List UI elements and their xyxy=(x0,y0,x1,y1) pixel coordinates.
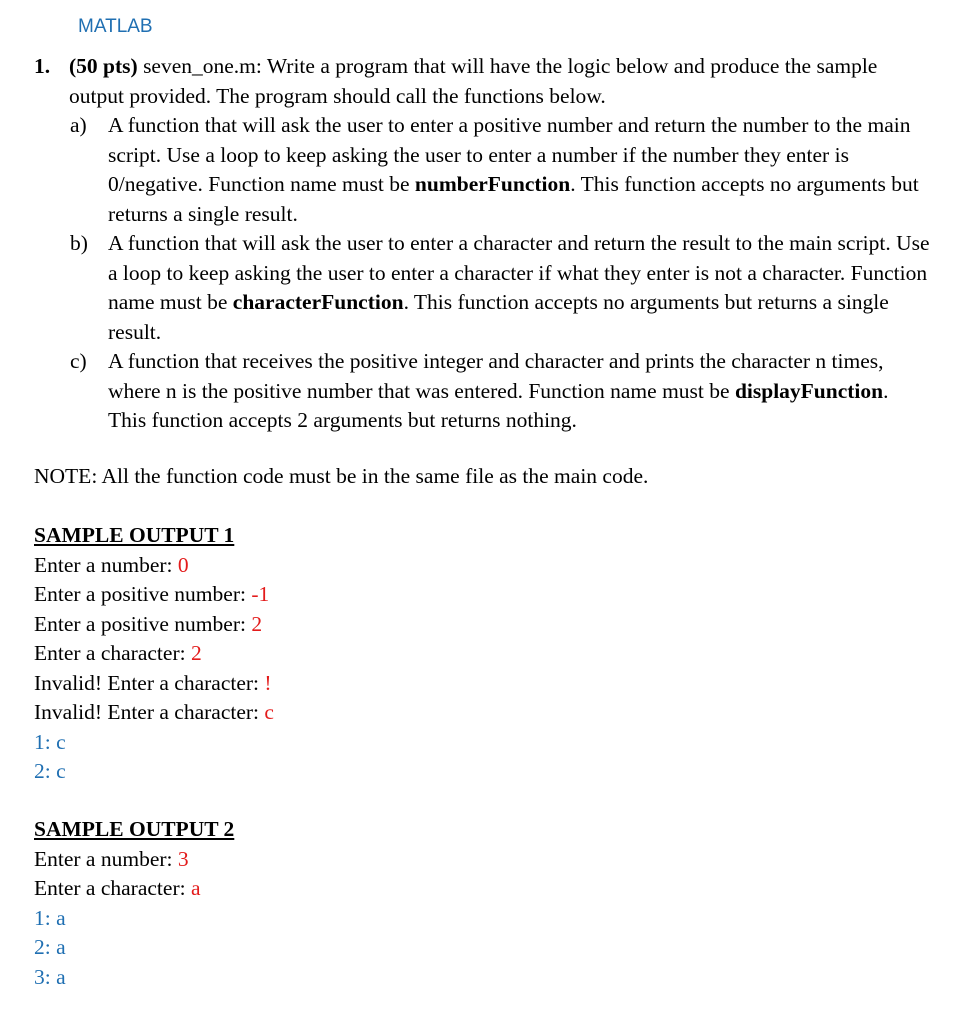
sample-line: Invalid! Enter a character: ! xyxy=(34,670,272,695)
sample-line: Enter a number: 0 xyxy=(34,552,189,577)
question-1 xyxy=(34,52,934,111)
sample-line: Enter a positive number: -1 xyxy=(34,582,270,606)
requirement-text: A function that receives the positive integer and character and prints the character n times, where n is the positive number that was entered. Function name must be xyxy=(108,349,884,403)
requirement-b xyxy=(70,229,930,347)
requirement-label: a) xyxy=(70,113,87,137)
sample-output-line: 2: c xyxy=(34,759,66,783)
requirement-label: b) xyxy=(70,231,88,255)
requirement-text: A function that will ask the user to enter a character and return the result to the main script. Use a loop to keep asking the user to enter a character if what they enter is not a character. Function name must be xyxy=(108,231,930,314)
requirement-text-end: . This function accepts no arguments but returns a single result. xyxy=(108,290,889,344)
note-text: NOTE: All the function code must be in the same file as the main code. xyxy=(34,464,649,488)
sample-line: Invalid! Enter a character: c xyxy=(34,700,274,724)
sample-line: Enter a character: 2 xyxy=(34,641,202,665)
sample-title: SAMPLE OUTPUT 2 xyxy=(34,817,235,841)
sample-line: Enter a number: 3 xyxy=(34,846,189,871)
requirement-c xyxy=(70,347,930,436)
sample-output-line: 1: a xyxy=(34,905,66,930)
question-body xyxy=(69,52,934,111)
question-intro: seven_one.m: Write a program that will have the logic below and produce the sample output provided. The program should call the functions below. xyxy=(69,54,878,108)
sample-output-line: 3: a xyxy=(34,964,66,989)
requirement-text-end: . This function accepts 2 arguments but returns nothing. xyxy=(108,378,889,432)
sample-line: Enter a character: a xyxy=(34,876,201,900)
sample-title: SAMPLE OUTPUT 1 xyxy=(34,523,235,547)
requirement-text-end: . This function accepts no arguments but returns a single result. xyxy=(108,172,919,226)
function-name: characterFunction xyxy=(232,290,404,314)
question-points: (50 pts) xyxy=(69,54,138,78)
function-name: numberFunction xyxy=(414,172,571,196)
sample-output-line: 1: c xyxy=(34,729,66,754)
topic-label: MATLAB xyxy=(78,16,153,37)
requirement-text: A function that will ask the user to enter a positive number and return the number to the main script. Use a loop to keep asking the user to enter a number if the number they enter is 0/negative. Function name must be xyxy=(108,113,911,196)
requirement-a xyxy=(70,111,930,229)
sample-line: Enter a positive number: 2 xyxy=(34,611,263,636)
sample-output-2 xyxy=(34,815,234,992)
requirement-list xyxy=(70,111,930,436)
question-number: 1. xyxy=(34,54,51,78)
requirement-label: c) xyxy=(70,349,87,373)
sample-output-1 xyxy=(34,521,274,787)
function-name: displayFunction xyxy=(734,378,884,403)
sample-output-line: 2: a xyxy=(34,935,66,959)
